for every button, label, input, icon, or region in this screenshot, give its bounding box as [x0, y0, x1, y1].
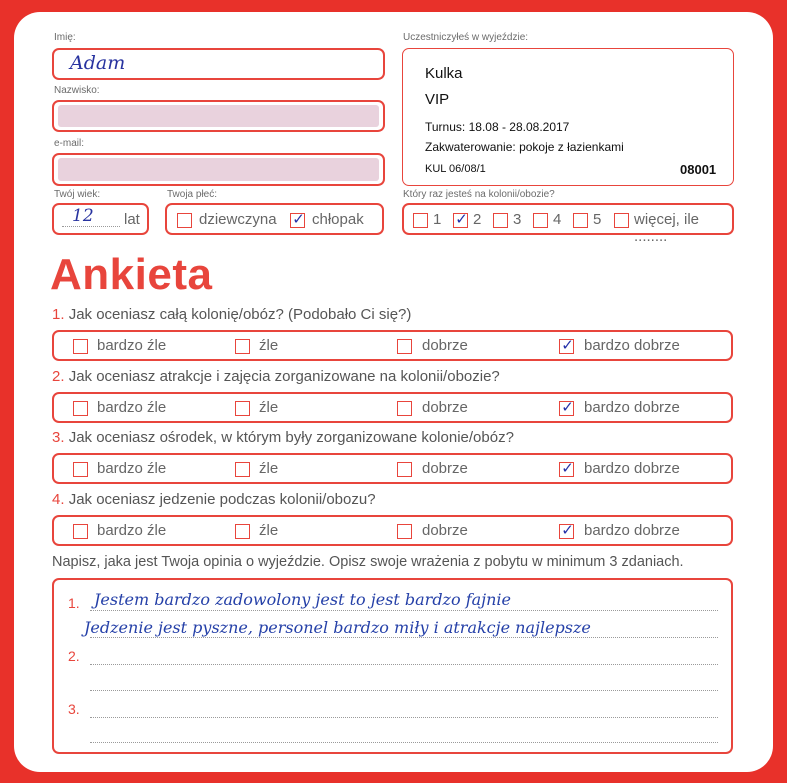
writing-line — [90, 637, 718, 638]
q3-very-bad-checkbox[interactable] — [73, 462, 88, 477]
q1-very-bad-label: bardzo źle — [97, 337, 167, 354]
writing-line — [90, 717, 718, 718]
q4-very-good-label: bardzo dobrze — [584, 522, 680, 539]
times-more-checkbox[interactable] — [614, 213, 629, 228]
email-label: e-mail: — [54, 138, 85, 149]
q1-very-bad-checkbox[interactable] — [73, 339, 88, 354]
check-mark-icon: ✓ — [561, 398, 574, 416]
q3-very-good-label: bardzo dobrze — [584, 460, 680, 477]
q4-very-bad-label: bardzo źle — [97, 522, 167, 539]
q1-very-good-label: bardzo dobrze — [584, 337, 680, 354]
question-3-options — [52, 453, 733, 484]
trip-number: 08001 — [680, 162, 717, 177]
gender-boy-label: chłopak — [312, 211, 364, 228]
q2-good-label: dobrze — [422, 399, 468, 416]
times-5-label: 5 — [593, 211, 602, 228]
q4-bad-label: źle — [259, 522, 279, 539]
question-4-number: 4. — [52, 491, 65, 508]
gender-label: Twoja płeć: — [167, 189, 218, 200]
q2-very-bad-checkbox[interactable] — [73, 401, 88, 416]
times-3-label: 3 — [513, 211, 522, 228]
check-mark-icon: ✓ — [561, 336, 574, 354]
turnus-value: 18.08 - 28.08.2017 — [468, 120, 570, 134]
times-4-checkbox[interactable] — [533, 213, 548, 228]
accommodation-value: pokoje z łazienkami — [519, 140, 624, 154]
q1-good-label: dobrze — [422, 337, 468, 354]
question-3-text: Jak oceniasz ośrodek, w którym były zorganizowane kolonie/obóz? — [68, 429, 514, 446]
survey-sheet — [14, 12, 773, 772]
accommodation-label: Zakwaterowanie: — [425, 140, 516, 154]
times-1-checkbox[interactable] — [413, 213, 428, 228]
first-name-value: Adam — [70, 52, 126, 74]
question-2-options — [52, 392, 733, 423]
trip-type: VIP — [425, 91, 450, 108]
q3-bad-label: źle — [259, 460, 279, 477]
writing-line — [90, 742, 718, 743]
gender-field — [165, 203, 384, 235]
trip-name: Kulka — [425, 65, 463, 82]
writing-line — [90, 690, 718, 691]
trip-label: Uczestniczyłeś w wyjeździe: — [403, 32, 529, 43]
question-2-number: 2. — [52, 368, 65, 385]
times-1-label: 1 — [433, 211, 442, 228]
check-mark-icon: ✓ — [455, 210, 468, 228]
q4-very-good-checkbox[interactable] — [559, 521, 574, 539]
q1-good-checkbox[interactable] — [397, 339, 412, 354]
times-3-checkbox[interactable] — [493, 213, 508, 228]
opinion-line-2: Jedzenie jest pyszne, personel bardzo miły i atrakcje najlepsze — [84, 618, 591, 637]
q2-very-good-checkbox[interactable] — [559, 398, 574, 416]
times-field — [402, 203, 734, 245]
last-name-field[interactable] — [52, 100, 385, 132]
q3-very-good-checkbox[interactable] — [559, 459, 574, 477]
check-mark-icon: ✓ — [561, 459, 574, 477]
opinion-field[interactable] — [52, 578, 733, 754]
question-2-text: Jak oceniasz atrakcje i zajęcia zorganizowane na kolonii/obozie? — [68, 368, 500, 385]
q3-good-checkbox[interactable] — [397, 462, 412, 477]
q1-very-good-checkbox[interactable] — [559, 336, 574, 354]
question-4-options — [52, 515, 733, 546]
q3-bad-checkbox[interactable] — [235, 462, 250, 477]
survey-title: Ankieta — [50, 250, 213, 299]
age-value: 12 — [72, 206, 94, 226]
email-field[interactable] — [52, 153, 385, 186]
writing-line — [90, 664, 718, 665]
line-number-3: 3. — [68, 701, 80, 717]
redacted-email — [58, 158, 379, 181]
gender-boy-checkbox[interactable] — [290, 210, 305, 228]
writing-line — [90, 610, 718, 611]
line-number-2: 2. — [68, 648, 80, 664]
redacted-surname — [58, 105, 379, 127]
age-field[interactable] — [52, 203, 149, 235]
first-name-field[interactable] — [52, 48, 385, 80]
gender-girl-checkbox[interactable] — [177, 213, 192, 228]
q3-very-bad-label: bardzo źle — [97, 460, 167, 477]
age-unit: lat — [124, 211, 140, 228]
check-mark-icon: ✓ — [292, 210, 305, 228]
opinion-line-1: Jestem bardzo zadowolony jest to jest bardzo fajnie — [94, 590, 512, 609]
line-number-1: 1. — [68, 595, 80, 611]
turnus-label: Turnus: — [425, 120, 466, 134]
times-2-label: 2 — [473, 211, 482, 228]
q4-very-bad-checkbox[interactable] — [73, 524, 88, 539]
q1-bad-checkbox[interactable] — [235, 339, 250, 354]
q4-bad-checkbox[interactable] — [235, 524, 250, 539]
age-label: Twój wiek: — [54, 189, 101, 200]
trip-code: KUL 06/08/1 — [425, 163, 486, 175]
question-1-options — [52, 330, 733, 361]
q2-good-checkbox[interactable] — [397, 401, 412, 416]
gender-girl-label: dziewczyna — [199, 211, 277, 228]
question-1-text: Jak oceniasz całą kolonię/obóz? (Podobało Ci się?) — [68, 306, 412, 323]
q4-good-checkbox[interactable] — [397, 524, 412, 539]
times-label: Który raz jesteś na kolonii/obozie? — [403, 189, 555, 200]
question-3-number: 3. — [52, 429, 65, 446]
times-more-label: więcej, ile ........ — [634, 211, 700, 245]
check-mark-icon: ✓ — [561, 521, 574, 539]
q2-bad-label: źle — [259, 399, 279, 416]
age-dotted-line — [62, 226, 120, 227]
question-1-number: 1. — [52, 306, 65, 323]
question-4-text: Jak oceniasz jedzenie podczas kolonii/obozu? — [68, 491, 376, 508]
trip-info-box — [402, 48, 734, 186]
q2-very-bad-label: bardzo źle — [97, 399, 167, 416]
last-name-label: Nazwisko: — [54, 85, 100, 96]
q2-very-good-label: bardzo dobrze — [584, 399, 680, 416]
q4-good-label: dobrze — [422, 522, 468, 539]
q1-bad-label: źle — [259, 337, 279, 354]
times-4-label: 4 — [553, 211, 562, 228]
times-2-checkbox[interactable] — [453, 210, 468, 228]
first-name-label: Imię: — [54, 32, 76, 43]
q2-bad-checkbox[interactable] — [235, 401, 250, 416]
times-5-checkbox[interactable] — [573, 213, 588, 228]
opinion-prompt: Napisz, jaka jest Twoja opinia o wyjeździe. Opisz swoje wrażenia z pobytu w minimum 3 zdaniach. — [52, 554, 684, 570]
q3-good-label: dobrze — [422, 460, 468, 477]
